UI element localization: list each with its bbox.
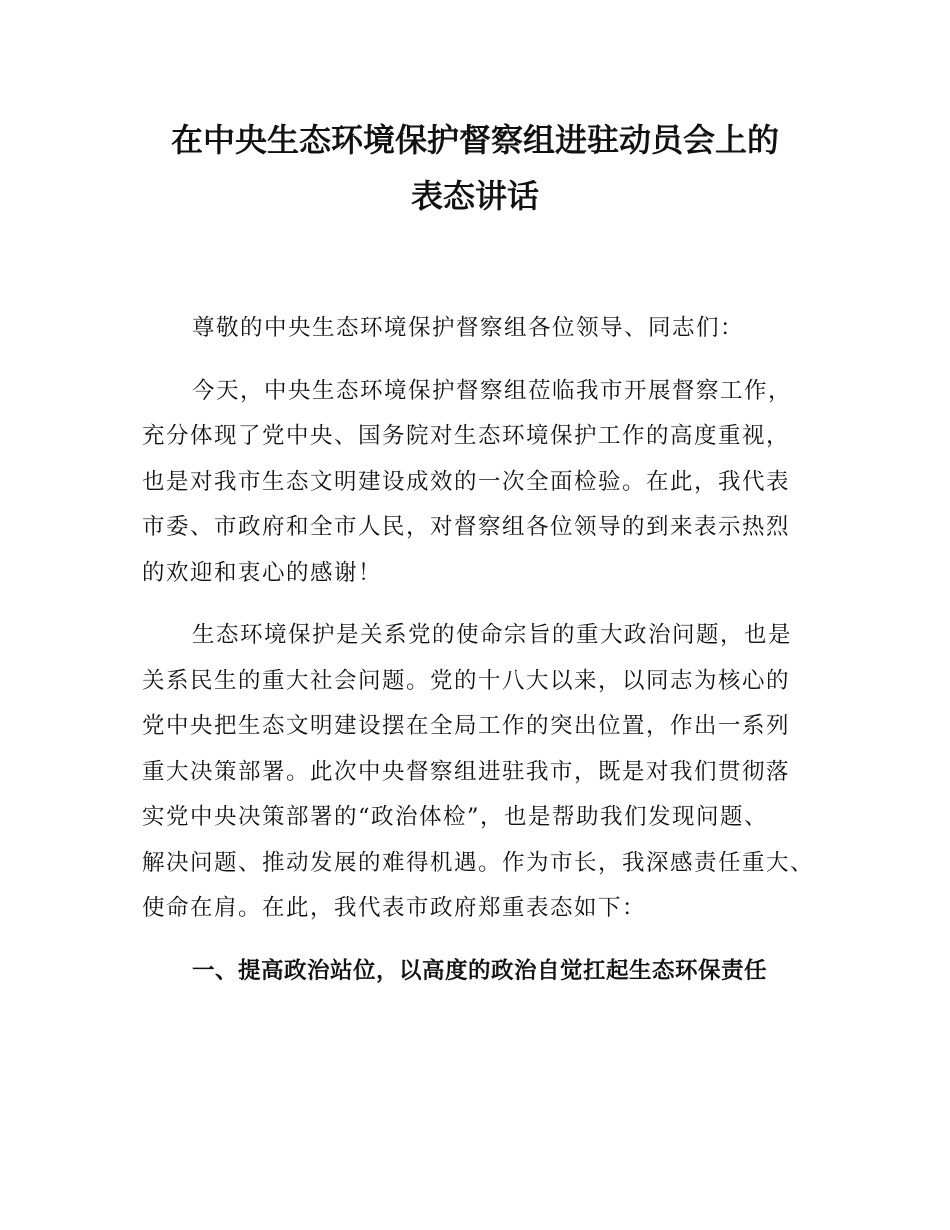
paragraph-1-line: 的欢迎和衷心的感谢！ <box>142 559 383 586</box>
title-line-2: 表态讲话 <box>410 177 539 215</box>
section-1-heading-paragraph <box>142 949 832 995</box>
paragraph-2-line: 使命在肩。在此，我代表市政府郑重表态如下： <box>142 895 647 921</box>
paragraph-2-line: 生态环境保护是关系党的使命宗旨的重大政治问题，也是 <box>192 622 793 648</box>
paragraph-2-line: 实党中央决策部署的“政治体检”，也是帮助我们发现问题、 <box>142 804 769 830</box>
paragraph-2-line: 关系民生的重大社会问题。党的十八大以来，以同志为核心的 <box>142 667 791 694</box>
title-line-1: 在中央生态环境保护督察组进驻动员会上的 <box>170 121 779 159</box>
paragraph-1-line: 也是对我市生态文明建设成效的一次全面检验。在此，我代表 <box>142 468 791 495</box>
paragraph-2-line: 重大决策部署。此次中央督察组进驻我市，既是对我们贯彻落 <box>142 758 791 785</box>
section-1-heading: 一、提高政治站位，以高度的政治自觉扛起生态环保责任 <box>192 957 768 984</box>
document-title <box>120 112 830 224</box>
salutation-paragraph <box>142 306 832 352</box>
paragraph-1-line: 今天，中央生态环境保护督察组莅临我市开展督察工作， <box>192 377 793 404</box>
paragraph-2-line: 党中央把生态文明建设摆在全局工作的突出位置，作出一系列 <box>142 713 791 739</box>
paragraph-2-line: 解决问题、推动发展的难得机遇。作为市长，我深感责任重大、 <box>142 849 815 876</box>
paragraph-1 <box>142 369 832 597</box>
salutation: 尊敬的中央生态环境保护督察组各位领导、同志们： <box>192 315 745 341</box>
document-body <box>142 306 832 1011</box>
paragraph-2 <box>142 613 832 932</box>
paragraph-1-line: 充分体现了党中央、国务院对生态环境保护工作的高度重视， <box>142 423 791 449</box>
paragraph-1-line: 市委、市政府和全市人民，对督察组各位领导的到来表示热烈 <box>142 514 791 540</box>
